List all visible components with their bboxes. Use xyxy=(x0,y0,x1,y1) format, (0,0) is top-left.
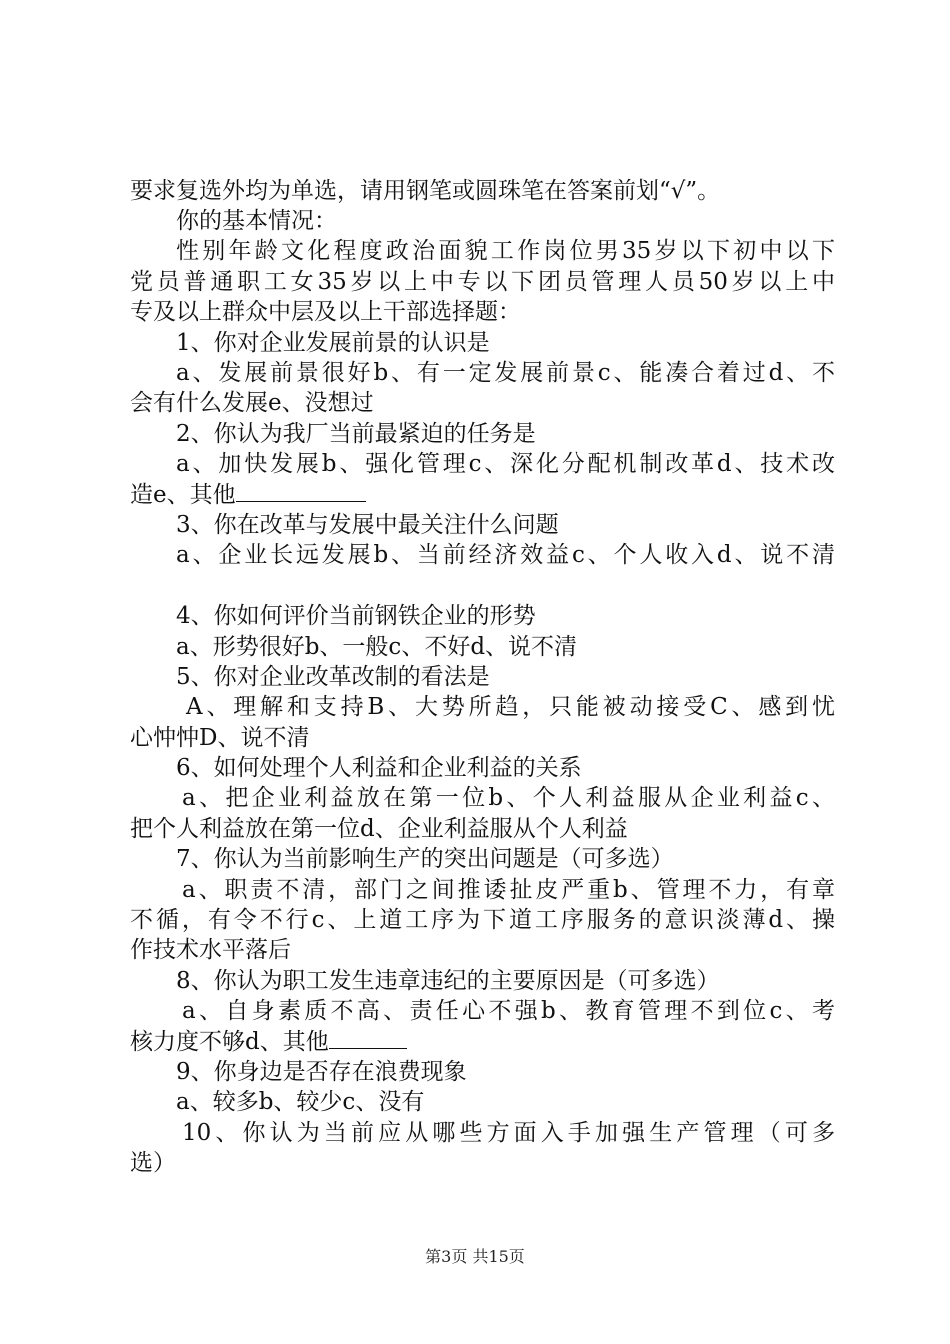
options-line: a、自身素质不高、责任心不强b、教育管理不到位c、考 xyxy=(182,998,835,1024)
text-line: 要求复选外均为单选，请用钢笔或圆珠笔在答案前划“√”。 xyxy=(130,178,721,204)
question-4: 4、你如何评价当前钢铁企业的形势 xyxy=(176,603,536,629)
options-line: a、把企业利益放在第一位b、个人利益服从企业利益c、 xyxy=(182,785,835,811)
question-2: 2、你认为我厂当前最紧迫的任务是 xyxy=(176,421,536,447)
options-line: 会有什么发展e、没想过 xyxy=(130,390,374,416)
fill-in-blank xyxy=(329,1026,407,1049)
question-10: 10、你认为当前应从哪些方面入手加强生产管理（可多 xyxy=(182,1120,835,1146)
question-3: 3、你在改革与发展中最关注什么问题 xyxy=(176,512,559,538)
text-line: 你的基本情况： xyxy=(176,208,337,234)
page-number: 第3页 共15页 xyxy=(425,1247,525,1266)
text-line: 选） xyxy=(130,1150,176,1176)
options-line: A、理解和支持B、大势所趋，只能被动接受C、感到忧 xyxy=(186,694,835,720)
options-line: 心忡忡D、说不清 xyxy=(130,725,310,751)
options-line: 作技术水平落后 xyxy=(130,937,291,963)
question-7: 7、你认为当前影响生产的突出问题是（可多选） xyxy=(176,846,674,872)
options-line: 核力度不够d、其他 xyxy=(130,1026,407,1056)
options-line: 不循，有令不行c、上道工序为下道工序服务的意识淡薄d、操 xyxy=(130,907,835,933)
text-line: 专及以上群众中层及以上干部选择题： xyxy=(130,299,521,325)
question-8: 8、你认为职工发生违章违纪的主要原因是（可多选） xyxy=(176,968,720,994)
question-9: 9、你身边是否存在浪费现象 xyxy=(176,1059,467,1085)
options-line: a、职责不清，部门之间推诿扯皮严重b、管理不力，有章 xyxy=(182,877,835,903)
question-1: 1、你对企业发展前景的认识是 xyxy=(176,330,490,356)
fill-in-blank xyxy=(236,479,366,502)
text-line: 党员普通职工女35岁以上中专以下团员管理人员50岁以上中 xyxy=(130,269,835,295)
options-line: a、较多b、较少c、没有 xyxy=(176,1089,425,1115)
options-line: a、企业长远发展b、当前经济效益c、个人收入d、说不清 xyxy=(176,542,835,568)
options-line: 把个人利益放在第一位d、企业利益服从个人利益 xyxy=(130,816,628,842)
options-line: a、加快发展b、强化管理c、深化分配机制改革d、技术改 xyxy=(176,451,835,477)
options-line: a、发展前景很好b、有一定发展前景c、能凑合着过d、不 xyxy=(176,360,835,386)
text-line: 性别年龄文化程度政治面貌工作岗位男35岁以下初中以下 xyxy=(176,238,835,264)
options-line: 造e、其他 xyxy=(130,479,366,509)
question-5: 5、你对企业改革改制的看法是 xyxy=(176,664,490,690)
options-line: a、形势很好b、一般c、不好d、说不清 xyxy=(176,634,578,660)
question-6: 6、如何处理个人利益和企业利益的关系 xyxy=(176,755,582,781)
